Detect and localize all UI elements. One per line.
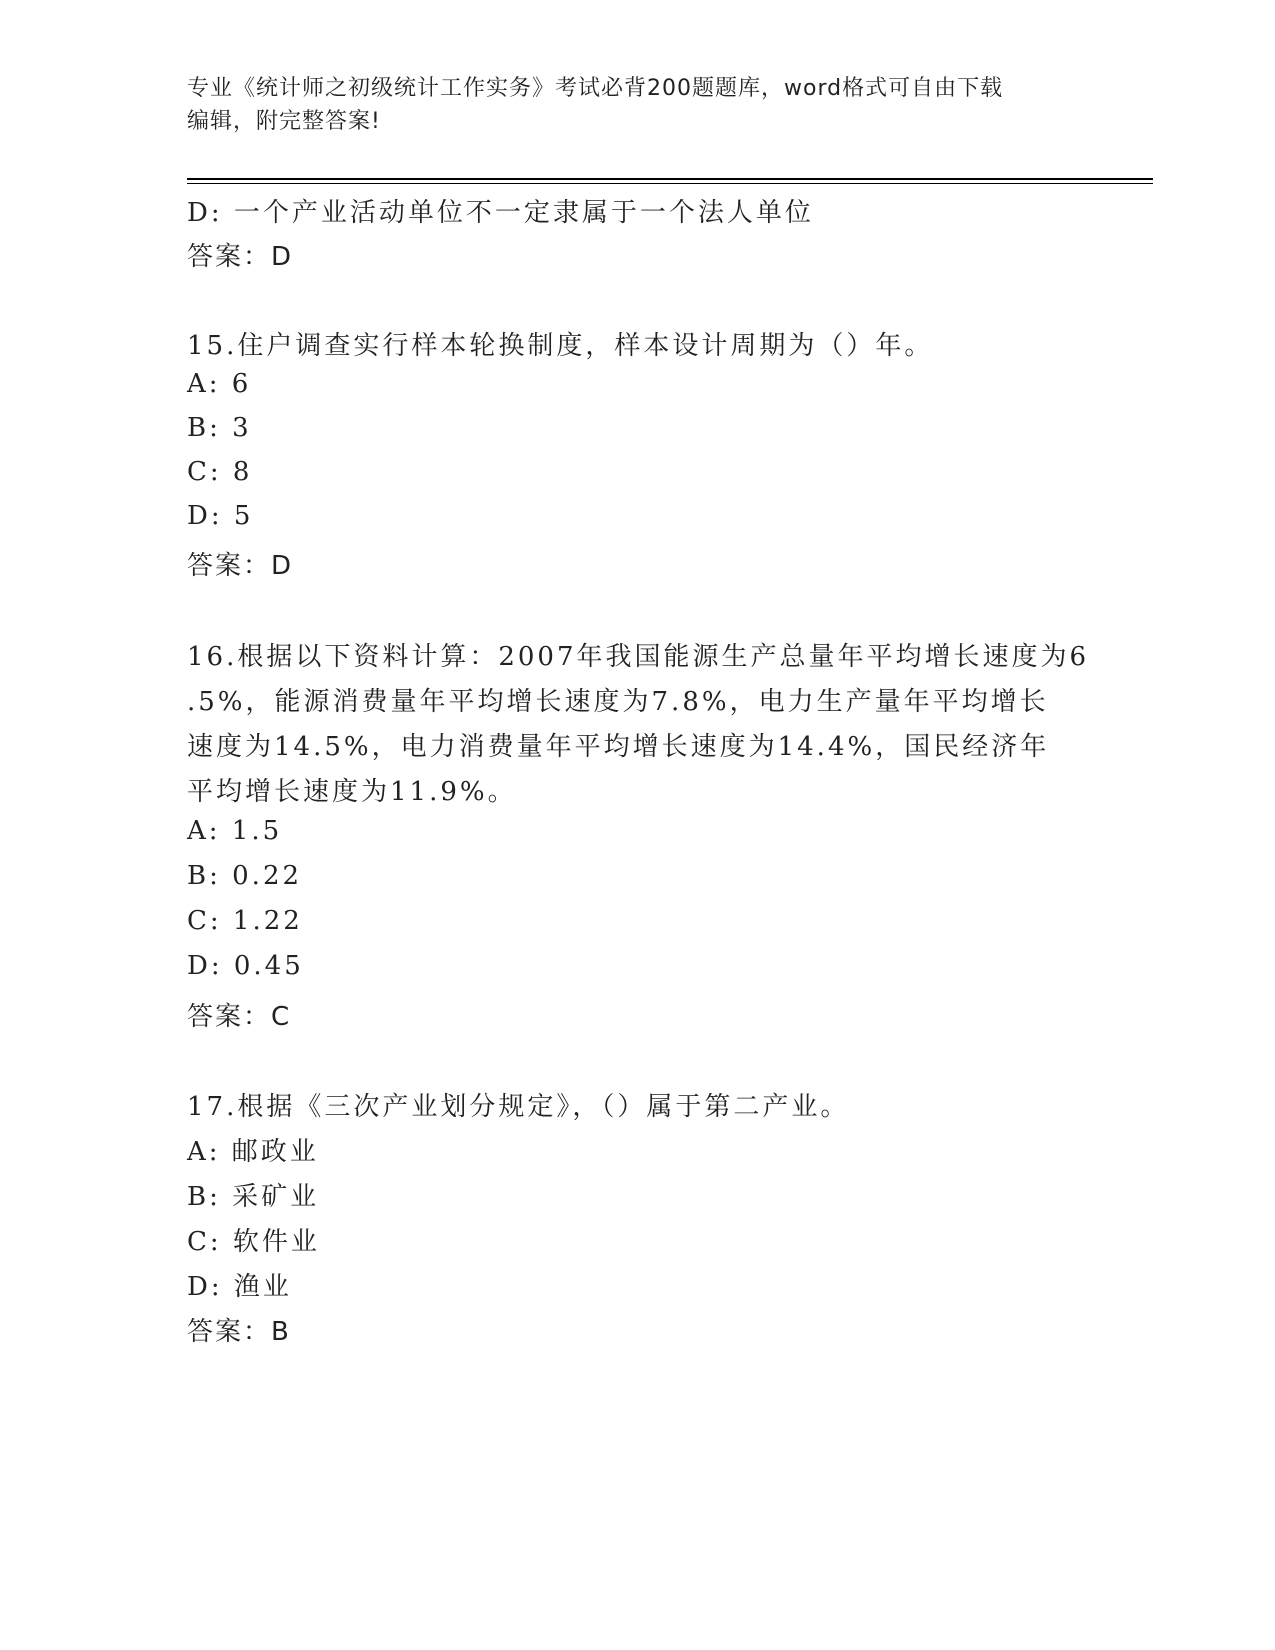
question-15-option-b: B: 3	[187, 413, 252, 443]
question-15-answer: 答案：D	[187, 551, 294, 581]
question-16-option-c: C: 1.22	[187, 906, 303, 936]
question-16-option-a: A: 1.5	[187, 816, 283, 846]
document-header	[187, 72, 1087, 138]
question-15-option-c: C: 8	[187, 457, 253, 487]
question-15-option-d: D: 5	[187, 501, 254, 531]
question-17-option-a: A: 邮政业	[187, 1137, 319, 1167]
question-17-option-d: D: 渔业	[187, 1272, 292, 1302]
header-title-line-2: 编辑，附完整答案!	[187, 109, 381, 134]
question-15-stem: 15.住户调查实行样本轮换制度，样本设计周期为（）年。	[187, 331, 934, 361]
header-divider-thick	[187, 178, 1153, 180]
question-17-option-b: B: 采矿业	[187, 1182, 320, 1212]
question-16-answer: 答案：C	[187, 1002, 292, 1032]
question-15-option-a: A: 6	[187, 369, 252, 399]
question-16-option-b: B: 0.22	[187, 861, 303, 891]
question-16-stem-line-2: .5%，能源消费量年平均增长速度为7.8%，电力生产量年平均增长	[187, 687, 1049, 717]
prev-question-answer: 答案：D	[187, 242, 294, 272]
question-16-option-d: D: 0.45	[187, 951, 304, 981]
question-17-stem: 17.根据《三次产业划分规定》，（）属于第二产业。	[187, 1092, 850, 1122]
question-16-stem-line-4: 平均增长速度为11.9%。	[187, 777, 517, 807]
question-17-option-c: C: 软件业	[187, 1227, 320, 1257]
prev-question-option-d: D: 一个产业活动单位不一定隶属于一个法人单位	[187, 198, 814, 228]
question-16-stem-line-3: 速度为14.5%，电力消费量年平均增长速度为14.4%，国民经济年	[187, 732, 1050, 762]
header-divider-thin	[187, 183, 1153, 184]
question-17-answer: 答案：B	[187, 1317, 291, 1347]
header-title-line-1: 专业《统计师之初级统计工作实务》考试必背200题题库，word格式可自由下载	[187, 76, 1004, 101]
question-16-stem-line-1: 16.根据以下资料计算：2007年我国能源生产总量年平均增长速度为6	[187, 642, 1090, 672]
